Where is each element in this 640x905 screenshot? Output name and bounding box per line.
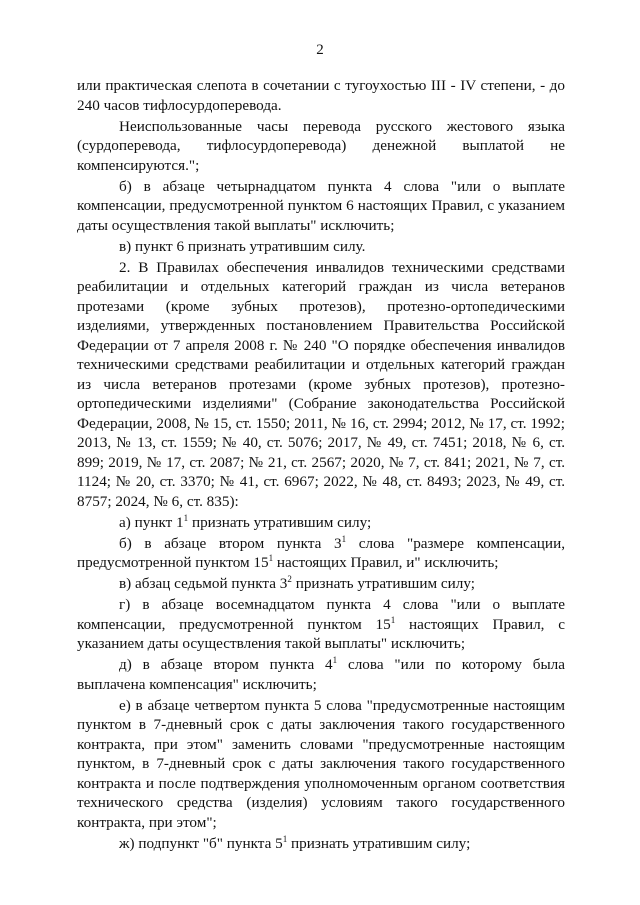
text-segment: настоящих Правил, с указанием даты осуществления такой выплаты" исключить;	[77, 615, 565, 652]
text-segment: настоящих Правил, и" исключить;	[273, 554, 499, 571]
paragraph-p1	[77, 117, 565, 176]
text-segment: д) в абзаце втором пункта 4	[119, 656, 333, 673]
superscript-index: 1	[183, 512, 189, 523]
text-segment: в) абзац седьмой пункта 3	[119, 575, 288, 592]
superscript-index: 1	[282, 833, 288, 844]
text-segment: 2. В Правилах обеспечения инвалидов техническими средствами реабилитации и отдельных категорий граждан из числа ветеранов протезами (кроме зубных протезов), протезно-ортопедическими изделиями, утвержденных постановлением Правительства Российской Федерации от 7 апреля 2008 г. № 240 "О порядке обеспечения инвалидов техническими средствами реабилитации и отдельных категорий граждан из числа ветеранов протезами (кроме зубных протезов), протезно-ортопедическими изделиями" (Собрание законодательства Российской Федерации, 2008, № 15, ст. 1550; 2011, № 16, ст. 2994; 2012, № 17, ст. 1992; 2013, № 13, ст. 1559; № 40, ст. 5076; 2017, № 49, ст. 7451; 2018, № 6, ст. 899; 2019, № 17, ст. 2087; № 21, ст. 2567; 2020, № 7, ст. 841; 2021, № 7, ст. 1124; № 20, ст. 3370; № 41, ст. 6967; 2022, № 48, ст. 8493; 2023, № 49, ст. 8757; 2024, № 6, ст. 835):	[77, 258, 565, 510]
text-segment: в) пункт 6 признать утратившим силу.	[119, 237, 366, 255]
superscript-index: 1	[332, 655, 338, 665]
text-segment: признать утратившим силу;	[188, 513, 372, 531]
paragraph-p5	[77, 513, 565, 533]
paragraph-p10	[77, 696, 565, 833]
paragraph-p3	[77, 237, 565, 257]
text-segment: г) в абзаце восемнадцатом пункта 4 слова "или о выплате компенсации, предусмотренной пунктом 15	[77, 596, 565, 633]
text-segment: б) в абзаце втором пункта 3	[119, 534, 342, 552]
paragraph-p2	[77, 177, 565, 236]
superscript-index: 1	[390, 614, 396, 625]
page-number: 2	[316, 42, 324, 58]
text-segment: или практическая слепота в сочетании с тугоухостью III - IV степени, - до 240 часов тифлосурдоперевода.	[77, 77, 565, 114]
text-segment: ж) подпункт "б" пункта 5	[119, 834, 283, 852]
text-segment: признать утратившим силу;	[291, 575, 475, 592]
text-segment: е) в абзаце четвертом пункта 5 слова "предусмотренные настоящим пунктом в 7-дневный срок с даты заключения такого государственного контракта, при этом" заменить словами "предусмотренные настоящим пунктом, в 7-дневный срок с даты заключения такого государственного контракта и после подтверждения уполномоченным органом соответствия технического средства (изделия) условиям такого государственного контракта, при этом";	[77, 696, 565, 831]
text-segment: признать утратившим силу;	[287, 834, 471, 852]
paragraph-p0	[77, 76, 565, 115]
superscript-index: 2	[287, 574, 292, 584]
paragraph-p7	[77, 574, 565, 594]
paragraph-p11	[77, 834, 565, 854]
paragraph-p6	[77, 534, 565, 573]
text-segment: слова "или по которому была выплачена компенсация" исключить;	[77, 656, 565, 693]
text-segment: а) пункт 1	[119, 513, 184, 531]
paragraph-p8	[77, 595, 565, 654]
document-body	[77, 76, 565, 855]
text-segment: Неиспользованные часы перевода русского жестового языка (сурдоперевода, тифлосурдоперевода) денежной выплатой не компенсируются.";	[77, 117, 565, 174]
text-segment: б) в абзаце четырнадцатом пункта 4 слова "или о выплате компенсации, предусмотренной пунктом 6 настоящих Правил, с указанием даты осуществления такой выплаты" исключить;	[77, 177, 565, 234]
paragraph-p9	[77, 655, 565, 694]
paragraph-p4	[77, 258, 565, 512]
superscript-index: 1	[341, 533, 347, 544]
superscript-index: 1	[268, 553, 274, 563]
text-segment: слова "размере компенсации, предусмотренной пунктом 15	[77, 534, 565, 571]
